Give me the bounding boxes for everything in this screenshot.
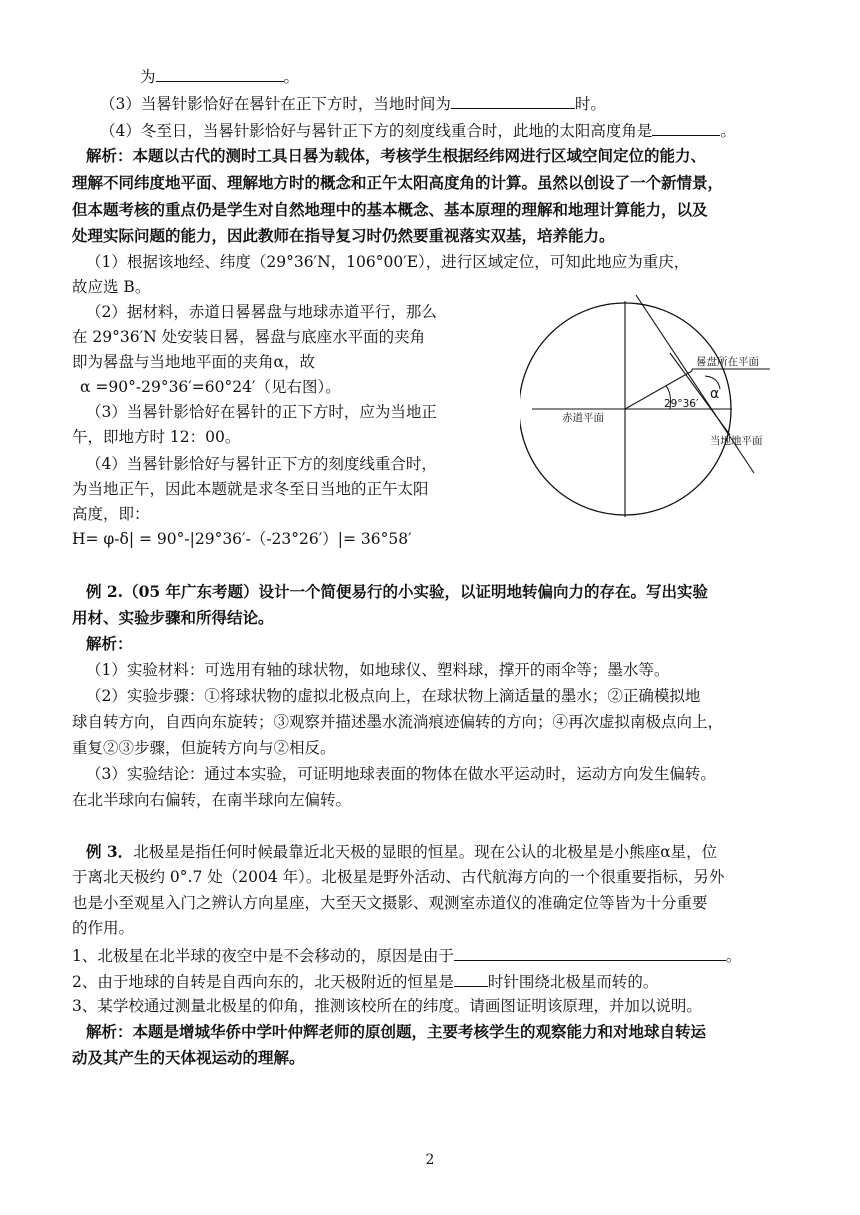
example-2-line: 在北半球向右偏转，在南半球向左偏转。: [72, 791, 352, 809]
example-2-line: 重复②③步骤，但旋转方向与②相反。: [72, 739, 336, 757]
solution-line: （3）当晷针影恰好在晷针的正下方时，应为当地正: [86, 403, 437, 421]
question-line: （3）当晷针影恰好在晷针在正下方时，当地时间为 时。: [100, 92, 606, 114]
solution-line: （4）当晷针影恰好与晷针正下方的刻度线重合时，: [86, 455, 437, 473]
solution-line: α =90°-29°36′=60°24′（见右图）。: [80, 378, 341, 396]
example-2-line: （3）实验结论：通过本实验，可证明地球表面的物体在做水平运动时，运动方向发生偏转。: [86, 765, 716, 783]
answer-blank: [156, 65, 284, 82]
solution-line: 高度，即：: [72, 505, 150, 523]
horizon-label: 当地地平面: [710, 435, 763, 447]
formula-line: H= φ-δ| = 90°-|29°36′-（-23°26′）|= 36°58′: [72, 530, 412, 548]
page-number: 2: [425, 1152, 435, 1168]
solution-line: （2）据材料，赤道日晷晷盘与地球赤道平行，那么: [86, 303, 437, 321]
answer-blank: [454, 944, 726, 961]
analysis-line: 解析：本题以古代的测时工具日晷为载体，考核学生根据经纬网进行区域空间定位的能力、: [86, 146, 707, 165]
example-3-analysis: 解析：本题是增城华侨中学叶仲辉老师的原创题，主要考核学生的观察能力和对地球自转运: [86, 1022, 707, 1041]
analysis-line: 处理实际问题的能力，因此教师在指导复习时仍然要重视落实双基，培养能力。: [72, 226, 615, 245]
question-line: 为 。: [140, 65, 299, 87]
alpha-label: α: [710, 386, 720, 402]
equator-label: 赤道平面: [562, 412, 604, 424]
example-2-question: 例 2.（05 年广东考题）设计一个简便易行的小实验，以证明地转偏向力的存在。写出实验: [86, 582, 709, 601]
example-2-line: （2）实验步骤：①将球状物的虚拟北极点向上，在球状物上滴适量的墨水；②正确模拟地: [86, 687, 701, 705]
analysis-line: 但本题考核的重点仍是学生对自然地理中的基本概念、基本原理的理解和地理计算能力，以及: [72, 200, 708, 219]
answer-blank: [454, 970, 488, 987]
solution-line: 即为晷盘与当地地平面的夹角α，故: [72, 353, 315, 371]
sundial-diagram: [520, 285, 790, 555]
example-2-line: （1）实验材料：可选用有轴的球状物，如地球仪、塑料球，撑开的雨伞等；墨水等。: [86, 661, 670, 679]
plate-label: 晷盘所在平面: [696, 356, 759, 368]
example-3-text: 于离北天极约 0°.7 处（2004 年）。北极星是野外活动、古代航海方向的一个很重要指标，另外: [72, 868, 725, 886]
solution-line: 在 29°36′N 处安装日晷，晷盘与底座水平面的夹角: [72, 328, 426, 346]
answer-blank: [652, 119, 720, 136]
latitude-angle-label: 29°36′: [664, 398, 699, 410]
example-2-question: 用材、实验步骤和所得结论。: [72, 608, 274, 627]
example-3-question: 2、由于地球的自转是自西向东的，北天极附近的恒星是 时针围绕北极星而转的。: [72, 970, 658, 992]
analysis-line: 理解不同纬度地平面、理解地方时的概念和正午太阳高度角的计算。虽然以创设了一个新情景，: [72, 173, 724, 192]
solution-line: 午，即地方时 12：00。: [72, 428, 241, 446]
example-3-question: 3、某学校通过测量北极星的仰角，推测该校所在的纬度。请画图证明该原理，并加以说明。: [72, 997, 702, 1015]
question-line: （4）冬至日，当晷针影恰好与晷针正下方的刻度线重合时，此地的太阳高度角是 。: [100, 119, 736, 141]
example-2-line: 球自转方向，自西向东旋转；③观察并描述墨水流淌痕迹偏转的方向；④再次虚拟南极点向上，: [72, 713, 724, 731]
example-3-text: 的作用。: [72, 919, 135, 937]
solution-line: （1）根据该地经、纬度（29°36′N，106°00′E），进行区域定位，可知此地应为重庆，: [86, 253, 690, 271]
example-3-question: 1、北极星在北半球的夜空中是不会移动的，原因是由于 。: [72, 944, 741, 966]
solution-line: 故应选 B。: [72, 278, 151, 296]
example-2-analysis-heading: 解析：: [86, 634, 133, 653]
example-3-analysis: 动及其产生的天体视运动的理解。: [72, 1048, 305, 1067]
example-3-text: 也是小至观星入门之辨认方向星座，大至天文摄影、观测室赤道仪的准确定位等皆为十分重要: [72, 894, 708, 912]
example-3-text: 例 3．北极星是指任何时候最靠近北天极的显眼的恒星。现在公认的北极星是小熊座α星，位: [86, 842, 718, 861]
answer-blank: [451, 92, 575, 109]
solution-line: 为当地正午，因此本题就是求冬至日当地的正午太阳: [72, 480, 429, 498]
